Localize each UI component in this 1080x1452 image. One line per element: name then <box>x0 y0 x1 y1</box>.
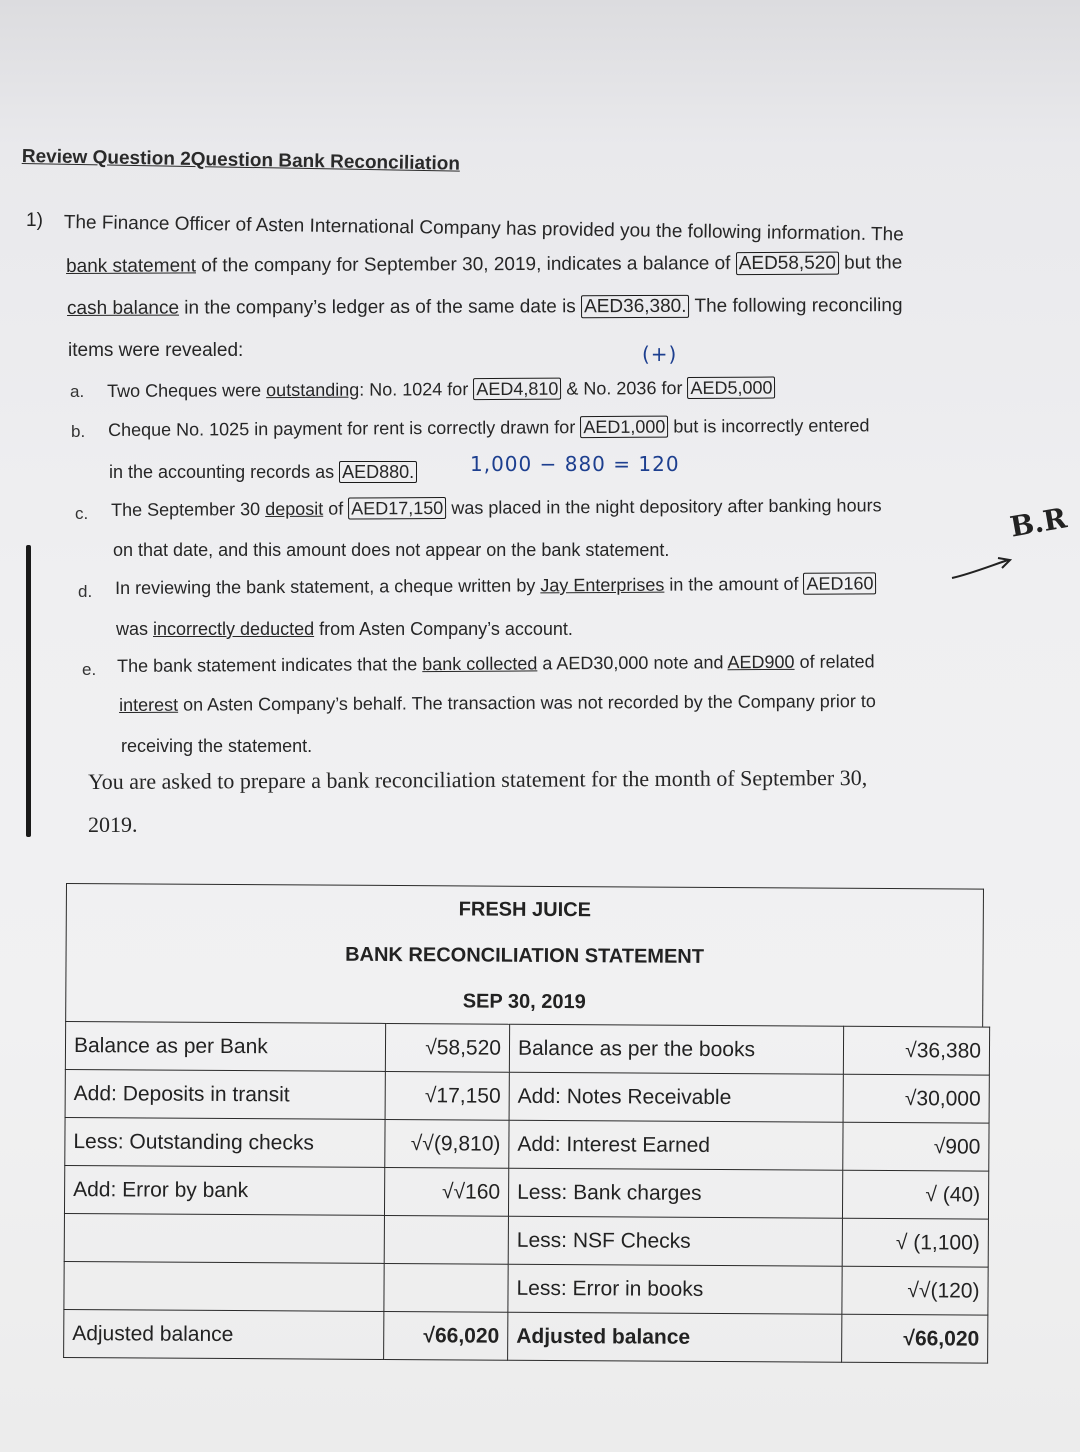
item-e-letter: e. <box>82 660 97 679</box>
handwritten-calculation: 1,000 − 880 = 120 <box>470 452 680 476</box>
book-side-label: Less: Bank charges <box>508 1168 842 1218</box>
bank-side-amount <box>384 1215 508 1264</box>
table-row <box>65 1022 989 1076</box>
item-c-text: The September 30 deposit of AED17,150 was placed in the night depository after banking hours <box>111 495 882 520</box>
bank-side-amount: √17,150 <box>385 1071 509 1120</box>
item-e-text: The bank statement indicates that the bank collected a AED30,000 note and AED900 of related <box>117 651 875 676</box>
book-side-amount: √ (1,100) <box>842 1218 988 1267</box>
bank-side-label <box>64 1213 384 1263</box>
item-c-line-2: on that date, and this amount does not appear on the bank statement. <box>113 540 670 560</box>
bank-side-label: Balance as per Bank <box>65 1022 385 1072</box>
bank-side-amount: √√160 <box>384 1167 508 1216</box>
reconciliation-statement <box>63 883 992 1374</box>
bank-side-label: Adjusted balance <box>64 1309 384 1359</box>
intro-line-3: cash balance in the company’s ledger as of the same date is AED36,380. The following reconciling <box>67 295 903 319</box>
intro-line-1: The Finance Officer of Asten International Company has provided you the following information. The <box>63 212 904 246</box>
reconciliation-table <box>63 1021 990 1364</box>
item-d-text: In reviewing the bank statement, a cheque written by Jay Enterprises in the amount of AED160 <box>115 573 877 599</box>
book-side-label: Adjusted balance <box>508 1312 842 1362</box>
term-bank-statement: bank statement <box>66 255 197 277</box>
book-side-label: Less: NSF Checks <box>508 1216 842 1266</box>
company-name: FRESH JUICE <box>458 898 592 922</box>
book-side-label: Add: Notes Receivable <box>509 1072 843 1122</box>
statement-date: SEP 30, 2019 <box>462 990 586 1014</box>
task-line-2: 2019. <box>88 812 138 837</box>
table-row <box>64 1261 988 1315</box>
bank-side-amount: √66,020 <box>384 1311 508 1360</box>
statement-header <box>65 883 984 1027</box>
amount-recorded-880: AED880. <box>339 461 417 483</box>
intro-line-2: bank statement of the company for September 30, 2019, indicates a balance of AED58,520 but the <box>66 252 903 277</box>
amount-cheque-2036: AED5,000 <box>687 377 775 399</box>
item-e-line-2: interest on Asten Company’s behalf. The transaction was not recorded by the Company prior to <box>119 691 876 715</box>
amount-bank-balance: AED58,520 <box>736 252 839 275</box>
book-side-label: Add: Interest Earned <box>509 1120 843 1170</box>
item-d-letter: d. <box>78 582 93 601</box>
task-line-1: You are asked to prepare a bank reconciliation statement for the month of September 30, <box>88 764 868 794</box>
bank-side-label: Add: Deposits in transit <box>65 1069 385 1119</box>
item-b-text: Cheque No. 1025 in payment for rent is correctly drawn for AED1,000 but is incorrectly entered <box>108 415 870 440</box>
statement-title: BANK RECONCILIATION STATEMENT <box>345 943 705 968</box>
book-side-amount: √66,020 <box>842 1314 988 1363</box>
item-b-letter: b. <box>71 422 86 441</box>
table-row <box>65 1069 989 1123</box>
bank-side-amount <box>384 1263 508 1312</box>
table-row <box>64 1165 988 1219</box>
item-e-line-3: receiving the statement. <box>121 736 313 756</box>
amount-cash-balance: AED36,380. <box>581 295 690 318</box>
item-a-letter: a. <box>70 382 85 401</box>
book-side-label: Balance as per the books <box>509 1024 843 1074</box>
margin-marker <box>26 545 31 837</box>
book-side-amount: √√(120) <box>842 1266 988 1315</box>
handwritten-br-note: B.R <box>1007 501 1070 544</box>
book-side-label: Less: Error in books <box>508 1264 842 1314</box>
amount-cheque-1024: AED4,810 <box>473 378 561 400</box>
bank-side-label: Add: Error by bank <box>64 1165 384 1215</box>
item-d-line-2: was incorrectly deducted from Asten Company’s account. <box>116 619 573 639</box>
bank-side-amount: √58,520 <box>385 1023 509 1072</box>
table-row <box>65 1117 989 1171</box>
bank-side-amount: √√(9,810) <box>385 1119 509 1168</box>
bank-side-label <box>64 1261 384 1311</box>
intro-line-4: items were revealed: <box>68 340 244 361</box>
table-row <box>64 1213 988 1267</box>
amount-cheque-1025: AED1,000 <box>580 416 668 439</box>
item-b-line-2: in the accounting records as AED880. <box>109 462 417 483</box>
amount-deposit: AED17,150 <box>348 497 446 520</box>
table-row <box>64 1309 988 1363</box>
handwritten-plus: (+) <box>642 342 678 366</box>
page-heading: Review Question 2Question Bank Reconciliation <box>21 146 461 175</box>
item-a-text: Two Cheques were outstanding: No. 1024 for AED4,810 & No. 2036 for AED5,000 <box>107 378 776 402</box>
term-cash-balance: cash balance <box>67 297 180 319</box>
amount-jay-cheque: AED160 <box>803 572 876 594</box>
book-side-amount: √ (40) <box>842 1170 988 1219</box>
book-side-amount: √30,000 <box>843 1074 989 1123</box>
book-side-amount: √900 <box>843 1122 989 1171</box>
question-number: 1) <box>26 210 43 231</box>
arrow-icon <box>950 552 1020 582</box>
bank-side-label: Less: Outstanding checks <box>65 1117 385 1167</box>
item-c-letter: c. <box>75 504 89 523</box>
book-side-amount: √36,380 <box>843 1026 989 1075</box>
